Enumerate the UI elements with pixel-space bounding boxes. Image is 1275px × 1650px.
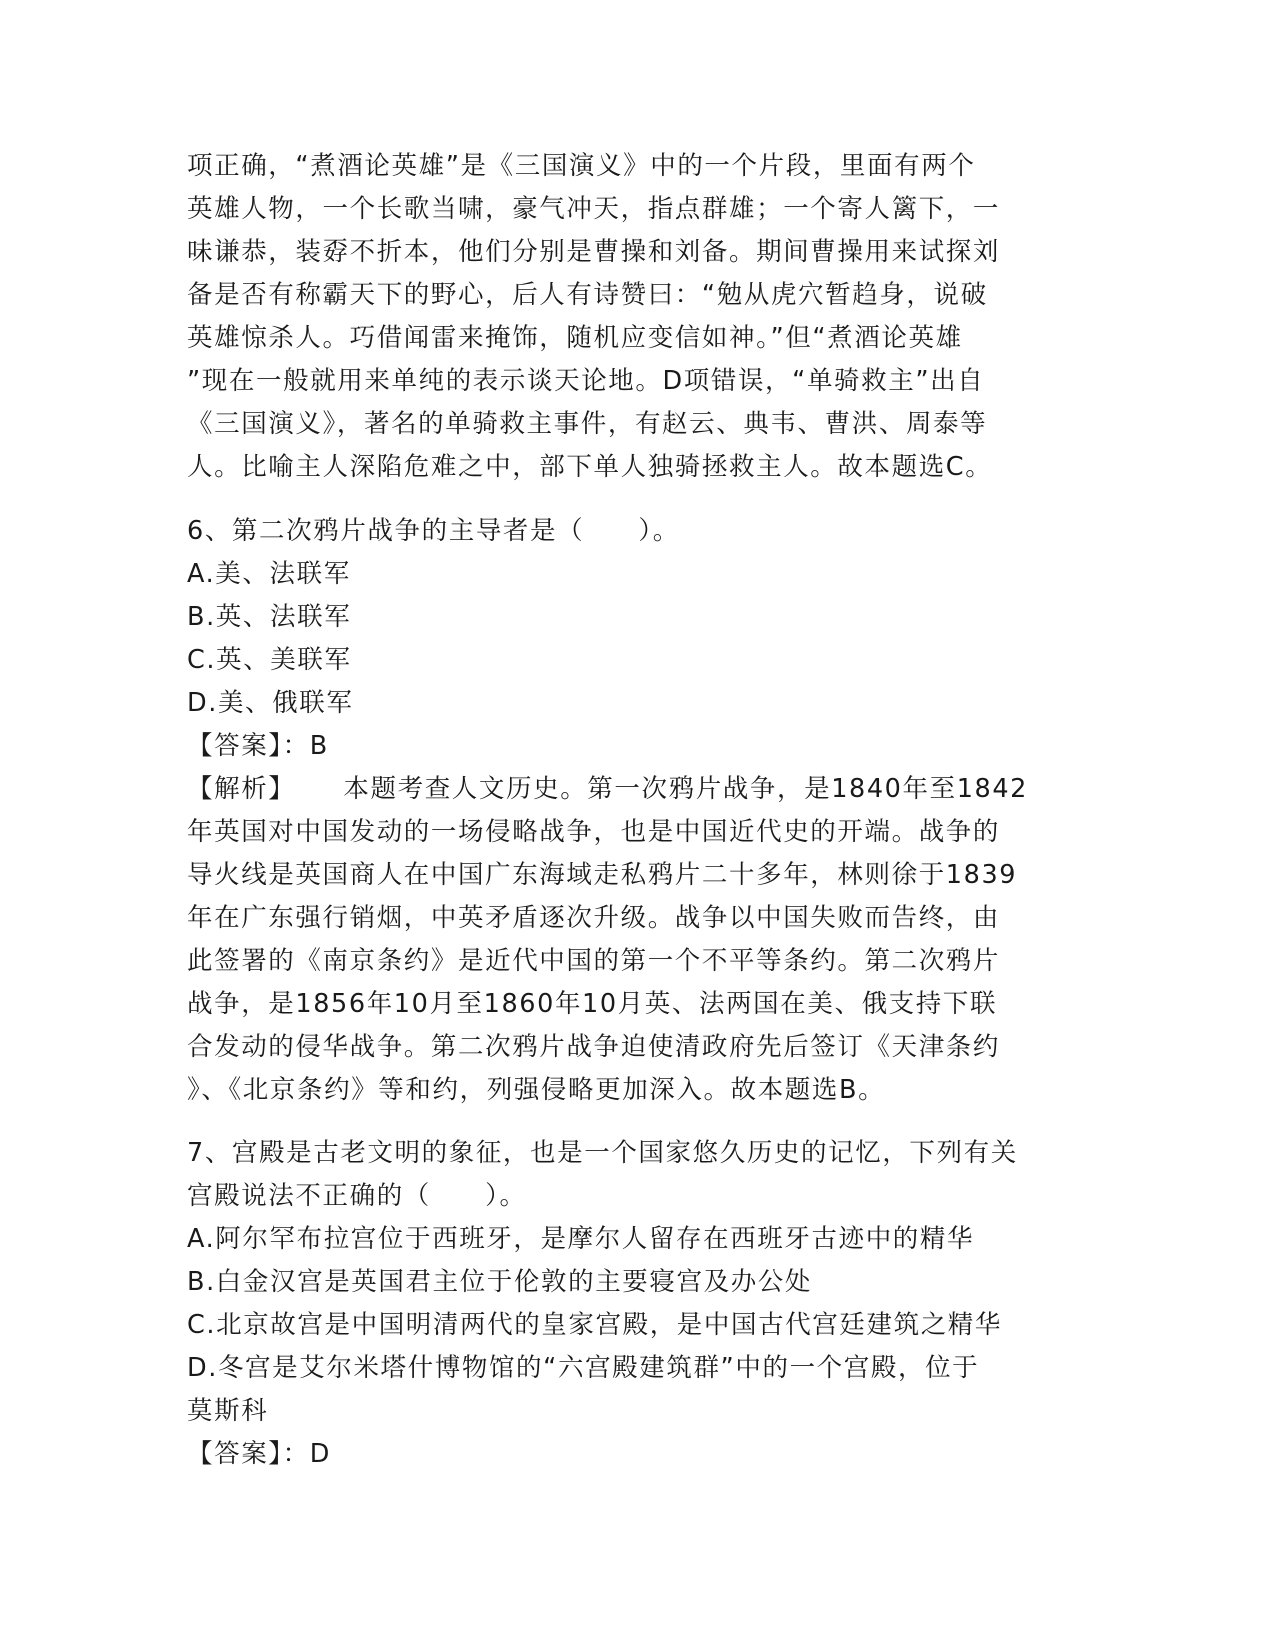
- option-a: A.阿尔罕布拉宫位于西班牙，是摩尔人留存在西班牙古迹中的精华: [187, 1224, 975, 1254]
- text-line: 年在广东强行销烟，中英矛盾逐次升级。战争以中国失败而告终，由: [187, 903, 1001, 933]
- text-line: 合发动的侵华战争。第二次鸦片战争迫使清政府先后签订《天津条约: [187, 1032, 1001, 1062]
- text-line: 项正确，“煮酒论英雄”是《三国演义》中的一个片段，里面有两个: [187, 151, 976, 181]
- option-a: A.美、法联军: [187, 559, 351, 589]
- question-6: [187, 510, 1067, 1112]
- text-line: 》、《北京条约》等和约，列强侵略更加深入。故本题选B。: [187, 1075, 886, 1105]
- text-line: 英雄惊杀人。巧借闻雷来掩饰，随机应变信如神。”但“煮酒论英雄: [187, 323, 963, 353]
- text-line: 味谦恭，装孬不折本，他们分别是曹操和刘备。期间曹操用来试探刘: [187, 237, 1001, 267]
- option-d-continued: 莫斯科: [187, 1396, 269, 1426]
- analysis-text: 本题考查人文历史。第一次鸦片战争，是1840年至1842: [343, 774, 1028, 804]
- option-d: D.冬宫是艾尔米塔什博物馆的“六宫殿建筑群”中的一个宫殿，位于: [187, 1353, 980, 1383]
- option-b: B.白金汉宫是英国君主位于伦敦的主要寝宫及办公处: [187, 1267, 813, 1297]
- option-b: B.英、法联军: [187, 602, 352, 632]
- text-line: 此签署的《南京条约》是近代中国的第一个不平等条约。第二次鸦片: [187, 946, 1001, 976]
- text-line: 年英国对中国发动的一场侵略战争，也是中国近代史的开端。战争的: [187, 817, 1001, 847]
- answer-line: 【答案】：B: [187, 731, 329, 761]
- analysis-label: 【解析】: [187, 774, 296, 804]
- text-line: 人。比喻主人深陷危难之中，部下单人独骑拯救主人。故本题选C。: [187, 452, 993, 482]
- option-d: D.美、俄联军: [187, 688, 354, 718]
- question-stem: 7、宫殿是古老文明的象征，也是一个国家悠久历史的记忆，下列有关: [187, 1138, 1018, 1168]
- text-line: 战争，是1856年10月至1860年10月英、法两国在美、俄支持下联: [187, 989, 998, 1019]
- question-stem: 宫殿说法不正确的（ ）。: [187, 1181, 527, 1211]
- option-c: C.北京故宫是中国明清两代的皇家宫殿，是中国古代宫廷建筑之精华: [187, 1310, 1003, 1340]
- text-line: 导火线是英国商人在中国广东海域走私鸦片二十多年，林则徐于1839: [187, 860, 1018, 890]
- previous-explanation: [187, 145, 1067, 489]
- question-7: [187, 1132, 1067, 1476]
- text-line: 备是否有称霸天下的野心，后人有诗赞曰：“勉从虎穴暂趋身，说破: [187, 280, 988, 310]
- text-line: ”现在一般就用来单纯的表示谈天论地。D项错误，“单骑救主”出自: [187, 366, 985, 396]
- option-c: C.英、美联军: [187, 645, 352, 675]
- answer-line: 【答案】：D: [187, 1439, 331, 1469]
- text-line: 《三国演义》，著名的单骑救主事件，有赵云、典韦、曹洪、周泰等: [187, 409, 988, 439]
- text-line: 英雄人物，一个长歌当啸，豪气冲天，指点群雄；一个寄人篱下，一: [187, 194, 1001, 224]
- analysis-first-line: [187, 768, 1067, 811]
- question-stem: 6、第二次鸦片战争的主导者是（ ）。: [187, 516, 680, 546]
